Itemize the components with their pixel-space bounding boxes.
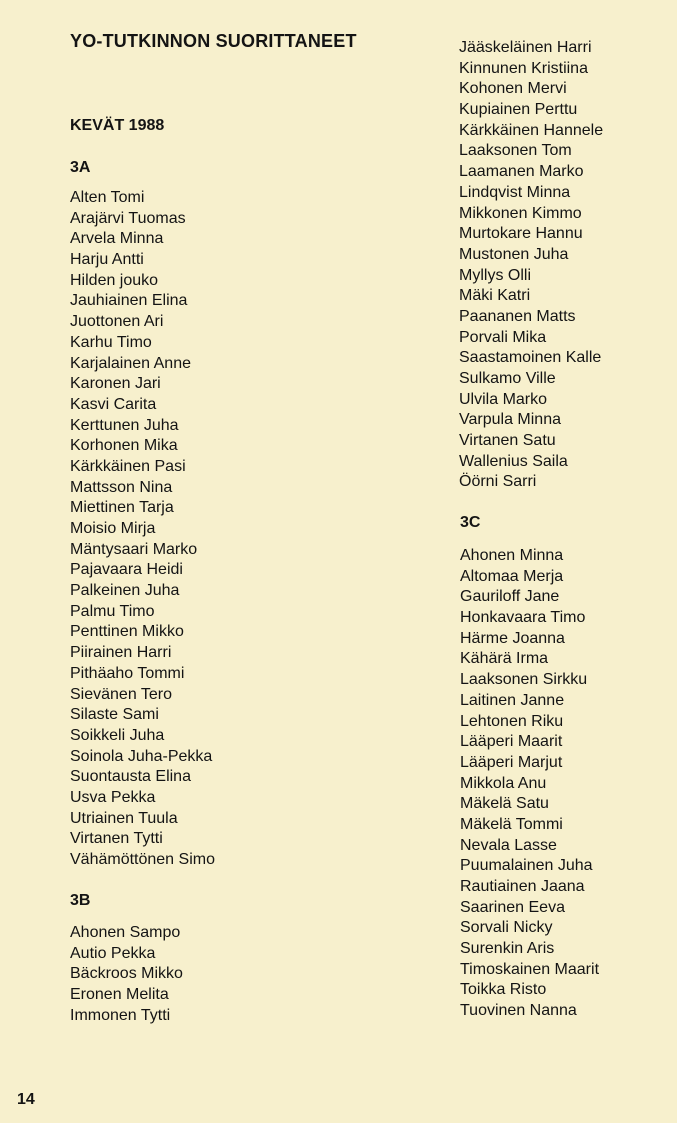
- student-name: Penttinen Mikko: [70, 623, 184, 641]
- student-name: Kärkkäinen Pasi: [70, 457, 186, 475]
- student-name: Kasvi Carita: [70, 395, 157, 413]
- student-name: Mustonen Juha: [459, 245, 569, 263]
- student-name: Kerttunen Juha: [70, 416, 179, 434]
- student-name: Lääperi Maarit: [460, 733, 563, 751]
- student-name: Ulvila Marko: [459, 390, 548, 408]
- student-name: Karjalainen Anne: [70, 354, 191, 372]
- student-name: Ahonen Sampo: [70, 924, 181, 941]
- student-name: Eronen Melita: [70, 986, 169, 1004]
- class-heading-3c: 3C: [460, 514, 481, 531]
- student-name: Sorvali Nicky: [460, 919, 553, 937]
- student-name: Altomaa Merja: [460, 567, 564, 585]
- student-name: Bäckroos Mikko: [70, 965, 183, 983]
- student-name: Pajavaara Heidi: [70, 561, 183, 579]
- student-name: Saarinen Eeva: [460, 898, 565, 916]
- student-name: Toikka Risto: [460, 981, 547, 999]
- student-name: Jääskeläinen Harri: [459, 39, 592, 56]
- student-name: Virtanen Tytti: [70, 830, 163, 848]
- student-name: Öörni Sarri: [459, 473, 537, 491]
- student-name: Soikkeli Juha: [70, 726, 165, 744]
- student-name: Gauriloff Jane: [460, 588, 560, 606]
- student-name: Laitinen Janne: [460, 691, 565, 709]
- student-name: Surenkin Aris: [460, 940, 555, 958]
- student-name: Juottonen Ari: [70, 313, 164, 331]
- student-name: Laaksonen Tom: [459, 142, 572, 160]
- student-name: Nevala Lasse: [460, 836, 557, 854]
- student-name: Härme Joanna: [460, 629, 565, 647]
- student-name: Wallenius Saila: [459, 452, 568, 470]
- class-heading-3b: 3B: [70, 892, 91, 909]
- name-list-3b: [70, 923, 183, 1026]
- student-name: Lääperi Marjut: [460, 753, 563, 771]
- student-name: Moisio Mirja: [70, 520, 156, 537]
- student-name: Piirainen Harri: [70, 644, 172, 662]
- season-heading: KEVÄT 1988: [70, 117, 165, 134]
- student-name: Paananen Matts: [459, 307, 576, 325]
- student-name: Alten Tomi: [70, 189, 145, 206]
- student-name: Sulkamo Ville: [459, 370, 556, 387]
- student-name: Arajärvi Tuomas: [70, 209, 186, 227]
- name-list-3c: [460, 546, 599, 1022]
- student-name: Porvali Mika: [459, 328, 547, 346]
- student-name: Silaste Sami: [70, 706, 159, 724]
- student-name: Myllys Olli: [459, 266, 531, 284]
- student-name: Sievänen Tero: [70, 685, 172, 703]
- student-name: Timoskainen Maarit: [460, 960, 600, 978]
- student-name: Saastamoinen Kalle: [459, 349, 602, 367]
- name-list-3b-continued: [459, 38, 603, 493]
- class-heading-3a: 3A: [70, 159, 91, 176]
- student-name: Ahonen Minna: [460, 547, 564, 564]
- student-name: Soinola Juha-Pekka: [70, 747, 213, 765]
- student-name: Karonen Jari: [70, 375, 161, 393]
- page-title: YO-TUTKINNON SUORITTANEET: [70, 31, 357, 51]
- student-name: Rautiainen Jaana: [460, 878, 585, 895]
- student-name: Karhu Timo: [70, 333, 152, 351]
- student-name: Usva Pekka: [70, 788, 156, 806]
- student-name: Mikkola Anu: [460, 774, 547, 792]
- student-name: Immonen Tytti: [70, 1006, 171, 1024]
- student-name: Puumalainen Juha: [460, 857, 593, 875]
- student-name: Varpula Minna: [459, 411, 561, 429]
- page-number: 14: [17, 1091, 35, 1108]
- student-name: Murtokare Hannu: [459, 225, 583, 243]
- student-name: Vähämöttönen Simo: [70, 851, 215, 868]
- student-name: Hilden jouko: [70, 271, 159, 289]
- student-name: Mäkelä Tommi: [460, 815, 563, 833]
- student-name: Arvela Minna: [70, 230, 164, 248]
- student-name: Kohonen Mervi: [459, 80, 567, 98]
- student-name: Honkavaara Timo: [460, 609, 586, 627]
- student-name: Jauhiainen Elina: [70, 292, 188, 310]
- student-name: Lindqvist Minna: [459, 183, 571, 201]
- student-name: Kähärä Irma: [460, 650, 549, 668]
- student-name: Mäntysaari Marko: [70, 540, 198, 558]
- student-name: Utriainen Tuula: [70, 809, 178, 827]
- student-name: Lehtonen Riku: [460, 712, 564, 730]
- student-name: Miettinen Tarja: [70, 499, 174, 517]
- student-name: Laamanen Marko: [459, 163, 584, 181]
- student-name: Korhonen Mika: [70, 437, 178, 455]
- student-name: Mäki Katri: [459, 287, 531, 305]
- student-name: Kärkkäinen Hannele: [459, 121, 604, 139]
- student-name: Mattsson Nina: [70, 478, 173, 496]
- student-name: Kupiainen Perttu: [459, 101, 578, 119]
- student-name: Tuovinen Nanna: [460, 1002, 577, 1020]
- student-name: Laaksonen Sirkku: [460, 671, 588, 689]
- student-name: Autio Pekka: [70, 944, 156, 962]
- student-name: Mäkelä Satu: [460, 795, 549, 813]
- student-name: Mikkonen Kimmo: [459, 204, 582, 222]
- student-name: Virtanen Satu: [459, 432, 556, 450]
- student-name: Palmu Timo: [70, 602, 155, 620]
- student-name: Palkeinen Juha: [70, 582, 180, 600]
- student-name: Suontausta Elina: [70, 768, 191, 786]
- student-name: Harju Antti: [70, 251, 144, 269]
- student-name: Kinnunen Kristiina: [459, 59, 588, 77]
- student-name: Pithäaho Tommi: [70, 664, 185, 682]
- name-list-3a: [70, 188, 215, 871]
